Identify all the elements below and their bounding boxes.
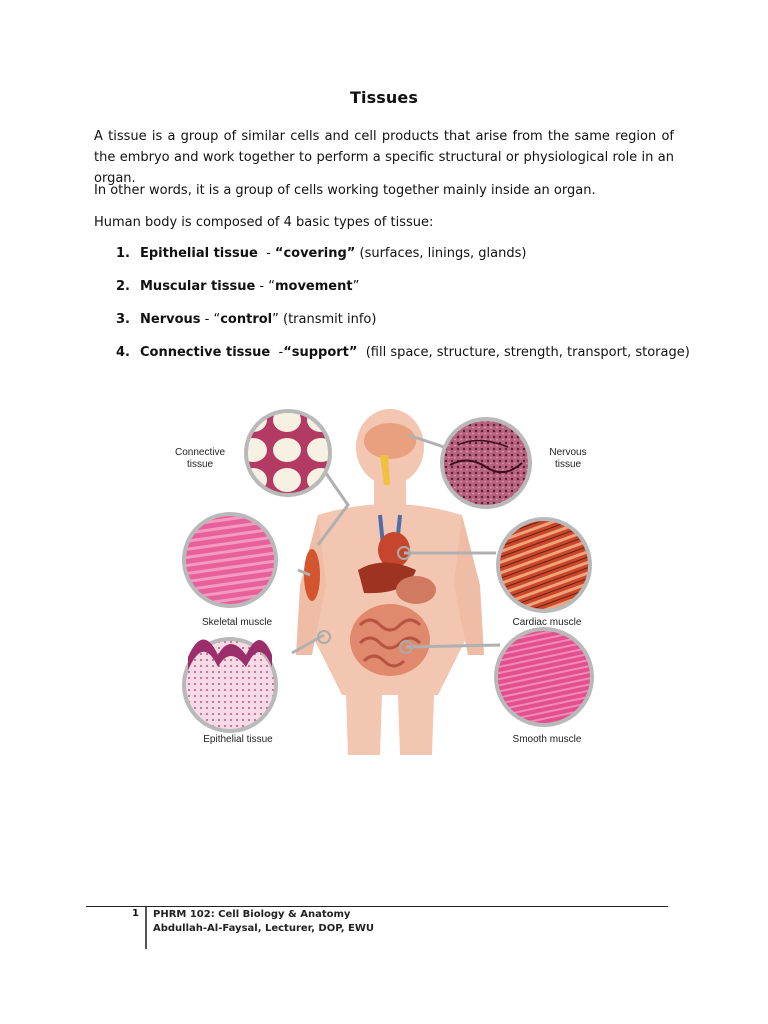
summary-paragraph: In other words, it is a group of cells working together mainly inside an organ. bbox=[94, 183, 596, 198]
list-item-connective bbox=[116, 342, 716, 375]
tissue-types-list bbox=[116, 243, 716, 375]
cardiac-muscle-label: Cardiac muscle bbox=[512, 617, 582, 628]
list-item-description: ” (transmit info) bbox=[272, 312, 377, 327]
page-number: 1 bbox=[132, 908, 139, 919]
label-line: Nervous bbox=[549, 447, 587, 458]
list-item-epithelial bbox=[116, 243, 716, 276]
list-item-description: ” bbox=[352, 279, 360, 294]
list-item-description: (fill space, structure, strength, transport, storage) bbox=[357, 345, 690, 360]
list-number: 3. bbox=[116, 312, 130, 327]
nervous-tissue-label bbox=[536, 447, 600, 471]
list-item-keyword: control bbox=[220, 312, 273, 327]
page-title: Tissues bbox=[350, 88, 418, 107]
stomach bbox=[396, 576, 436, 604]
list-item-keyword: “covering” bbox=[274, 246, 356, 261]
footer-divider bbox=[145, 907, 147, 949]
nervous-tissue-circle bbox=[442, 419, 530, 507]
list-item-name: Connective tissue bbox=[140, 345, 271, 360]
tissue-types-figure bbox=[168, 405, 600, 755]
left-leg bbox=[346, 695, 382, 755]
epithelial-tissue-circle bbox=[184, 639, 276, 731]
course-title: PHRM 102: Cell Biology & Anatomy bbox=[153, 909, 351, 920]
smooth-muscle-circle bbox=[496, 629, 592, 725]
list-item-muscular bbox=[116, 276, 716, 309]
brain bbox=[364, 423, 416, 459]
author-line: Abdullah-Al-Faysal, Lecturer, DOP, EWU bbox=[153, 923, 374, 934]
definition-paragraph: A tissue is a group of similar cells and cell products that arise from the same region of the embryo and work together to perform a specific structural or physiological role in an organ. bbox=[94, 129, 674, 186]
intro-paragraph: Human body is composed of 4 basic types of tissue: bbox=[94, 215, 434, 230]
list-item-name: Epithelial tissue bbox=[140, 246, 258, 261]
list-number: 1. bbox=[116, 246, 130, 261]
list-item-separator: - “ bbox=[200, 312, 221, 327]
skeletal-muscle-circle bbox=[184, 514, 276, 606]
neck bbox=[374, 479, 406, 505]
label-line: Connective bbox=[174, 447, 226, 458]
smooth-muscle-label: Smooth muscle bbox=[512, 734, 582, 745]
list-item-description: (surfaces, linings, glands) bbox=[355, 246, 527, 261]
cardiac-muscle-circle bbox=[498, 519, 590, 611]
list-item-keyword: movement bbox=[274, 279, 353, 294]
epithelial-tissue-label: Epithelial tissue bbox=[203, 734, 273, 745]
list-item-name: Muscular tissue bbox=[140, 279, 256, 294]
skeletal-muscle-label: Skeletal muscle bbox=[201, 617, 273, 628]
right-leg bbox=[398, 695, 434, 755]
list-item-keyword: “support” bbox=[283, 345, 358, 360]
label-line: tissue bbox=[186, 459, 214, 470]
list-number: 4. bbox=[116, 345, 130, 360]
list-item-separator: - “ bbox=[255, 279, 275, 294]
list-item-nervous bbox=[116, 309, 716, 342]
list-number: 2. bbox=[116, 279, 130, 294]
connective-tissue-label bbox=[168, 447, 232, 471]
label-line: tissue bbox=[554, 459, 582, 470]
list-item-name: Nervous bbox=[140, 312, 201, 327]
footer-rule bbox=[86, 906, 668, 907]
list-item-separator: - bbox=[257, 246, 275, 261]
footer-text bbox=[153, 908, 374, 936]
connective-tissue-circle bbox=[246, 411, 330, 495]
list-item-separator: - bbox=[270, 345, 284, 360]
